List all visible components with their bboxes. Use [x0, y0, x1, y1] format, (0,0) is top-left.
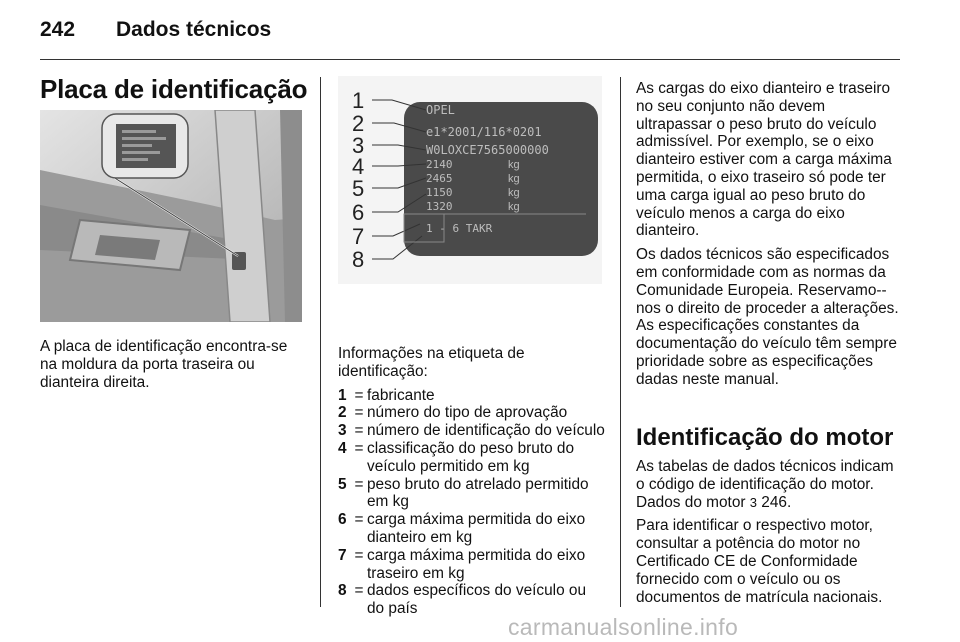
callout-number: 6	[352, 200, 365, 225]
legend-item-number: 3	[338, 422, 347, 440]
legend-item-equals: =	[354, 475, 364, 493]
location-caption: A placa de identificação encontra-se na moldura da porta traseira ou dianteira direita.	[40, 338, 288, 391]
legend-item-text: número de identificação do veículo	[367, 422, 605, 440]
plate-line: 1 - 6 TAKR	[426, 222, 493, 235]
identification-label-figure	[338, 76, 602, 284]
legend-item	[338, 422, 606, 440]
legend-item-text: fabricante	[367, 386, 435, 404]
legend-item-equals: =	[354, 439, 364, 457]
plate-line: 2140	[426, 158, 453, 171]
plate-unit: kg	[508, 173, 520, 185]
legend-item-text: peso bruto do atrelado permitido em kg	[367, 475, 589, 511]
header-rule	[40, 59, 900, 60]
legend-list	[338, 387, 606, 618]
legend-item-equals: =	[354, 582, 364, 600]
paragraph-axle-loads: As cargas do eixo dianteiro e traseiro no seu conjunto não devem ultrapassar o peso bruto do veículo admissível. Por exemplo, se o eixo dianteiro estiver com a carga máxima permitida, o eixo traseiro só pode ter uma carga igual ao peso bruto do veículo menos a carga do eixo dianteiro.	[636, 80, 892, 240]
page-number: 242	[40, 18, 76, 41]
legend-item-number: 8	[338, 582, 347, 600]
plate-line: 2465	[426, 172, 453, 185]
plate-unit: kg	[508, 159, 520, 171]
legend-item	[338, 476, 606, 512]
paragraph-engine-power: Para identificar o respectivo motor, consultar a potência do motor no Certificado CE de Conformidade fornecido com o veículo ou os documentos de matrícula nacionais.	[636, 517, 883, 606]
paragraph-engine-code: As tabelas de dados técnicos indicam o código de identificação do motor. Dados do motor 3 246.	[636, 458, 894, 511]
callout-number: 8	[352, 247, 365, 272]
plate-unit: kg	[508, 201, 520, 213]
label-legend	[338, 345, 606, 618]
right-column-text	[636, 80, 902, 395]
column-divider-right	[620, 77, 621, 607]
legend-item-number: 6	[338, 511, 347, 529]
legend-item-text: classificação do peso bruto do veículo permitido em kg	[367, 439, 575, 475]
callout-number: 1	[352, 88, 365, 113]
legend-item-number: 2	[338, 404, 347, 422]
legend-item-number: 1	[338, 386, 347, 404]
legend-item-text: carga máxima permitida do eixo traseiro em kg	[367, 546, 586, 582]
plate-unit: kg	[508, 187, 520, 199]
door-frame-photo	[40, 110, 302, 322]
legend-item	[338, 511, 606, 547]
callout-number: 7	[352, 224, 365, 249]
plate-line: W0LOXCE7565000000	[426, 143, 549, 157]
running-header-title: Dados técnicos	[116, 18, 272, 41]
legend-item-number: 7	[338, 546, 347, 564]
plate-line: 1150	[426, 186, 453, 199]
plate-line: e1*2001/116*0201	[426, 125, 542, 139]
watermark: carmanualsonline.info	[508, 614, 739, 640]
callout-number: 5	[352, 176, 365, 201]
callout-number: 3	[352, 133, 365, 158]
legend-item-equals: =	[354, 404, 364, 422]
legend-item-number: 5	[338, 475, 347, 493]
page-ref-arrow-icon: 3	[749, 494, 758, 510]
callout-number: 2	[352, 111, 365, 136]
column-divider-left	[320, 77, 321, 607]
legend-item	[338, 404, 606, 422]
legend-item-text: carga máxima permitida do eixo dianteiro em kg	[367, 511, 586, 546]
engine-text	[636, 458, 902, 612]
engine-identification-heading: Identificação do motor	[636, 424, 894, 451]
legend-item-equals: =	[354, 511, 364, 529]
legend-item	[338, 387, 606, 405]
legend-item-number: 4	[338, 439, 347, 457]
paragraph-specifications: Os dados técnicos são especificados em conformidade com as normas da Comunidade Europeia. Reservamo--nos o direito de proceder a alterações. As especificações constantes da documentação do veículo têm sempre prioridade sobre as especificações dadas neste manual.	[636, 246, 899, 388]
legend-item	[338, 440, 606, 476]
legend-intro: Informações na etiqueta de identificação:	[338, 345, 525, 380]
legend-item-text: número do tipo de aprovação	[367, 404, 568, 422]
legend-item-equals: =	[354, 422, 364, 440]
plate-line: 1320	[426, 200, 453, 213]
callout-number: 4	[352, 154, 365, 179]
legend-item	[338, 582, 606, 618]
legend-item-equals: =	[354, 546, 364, 564]
legend-item	[338, 547, 606, 583]
plate-line: OPEL	[426, 103, 455, 117]
legend-item-equals: =	[354, 386, 364, 404]
section-title: Placa de identificação	[40, 74, 308, 104]
legend-item-text: dados específicos do veículo ou do país	[367, 582, 587, 618]
